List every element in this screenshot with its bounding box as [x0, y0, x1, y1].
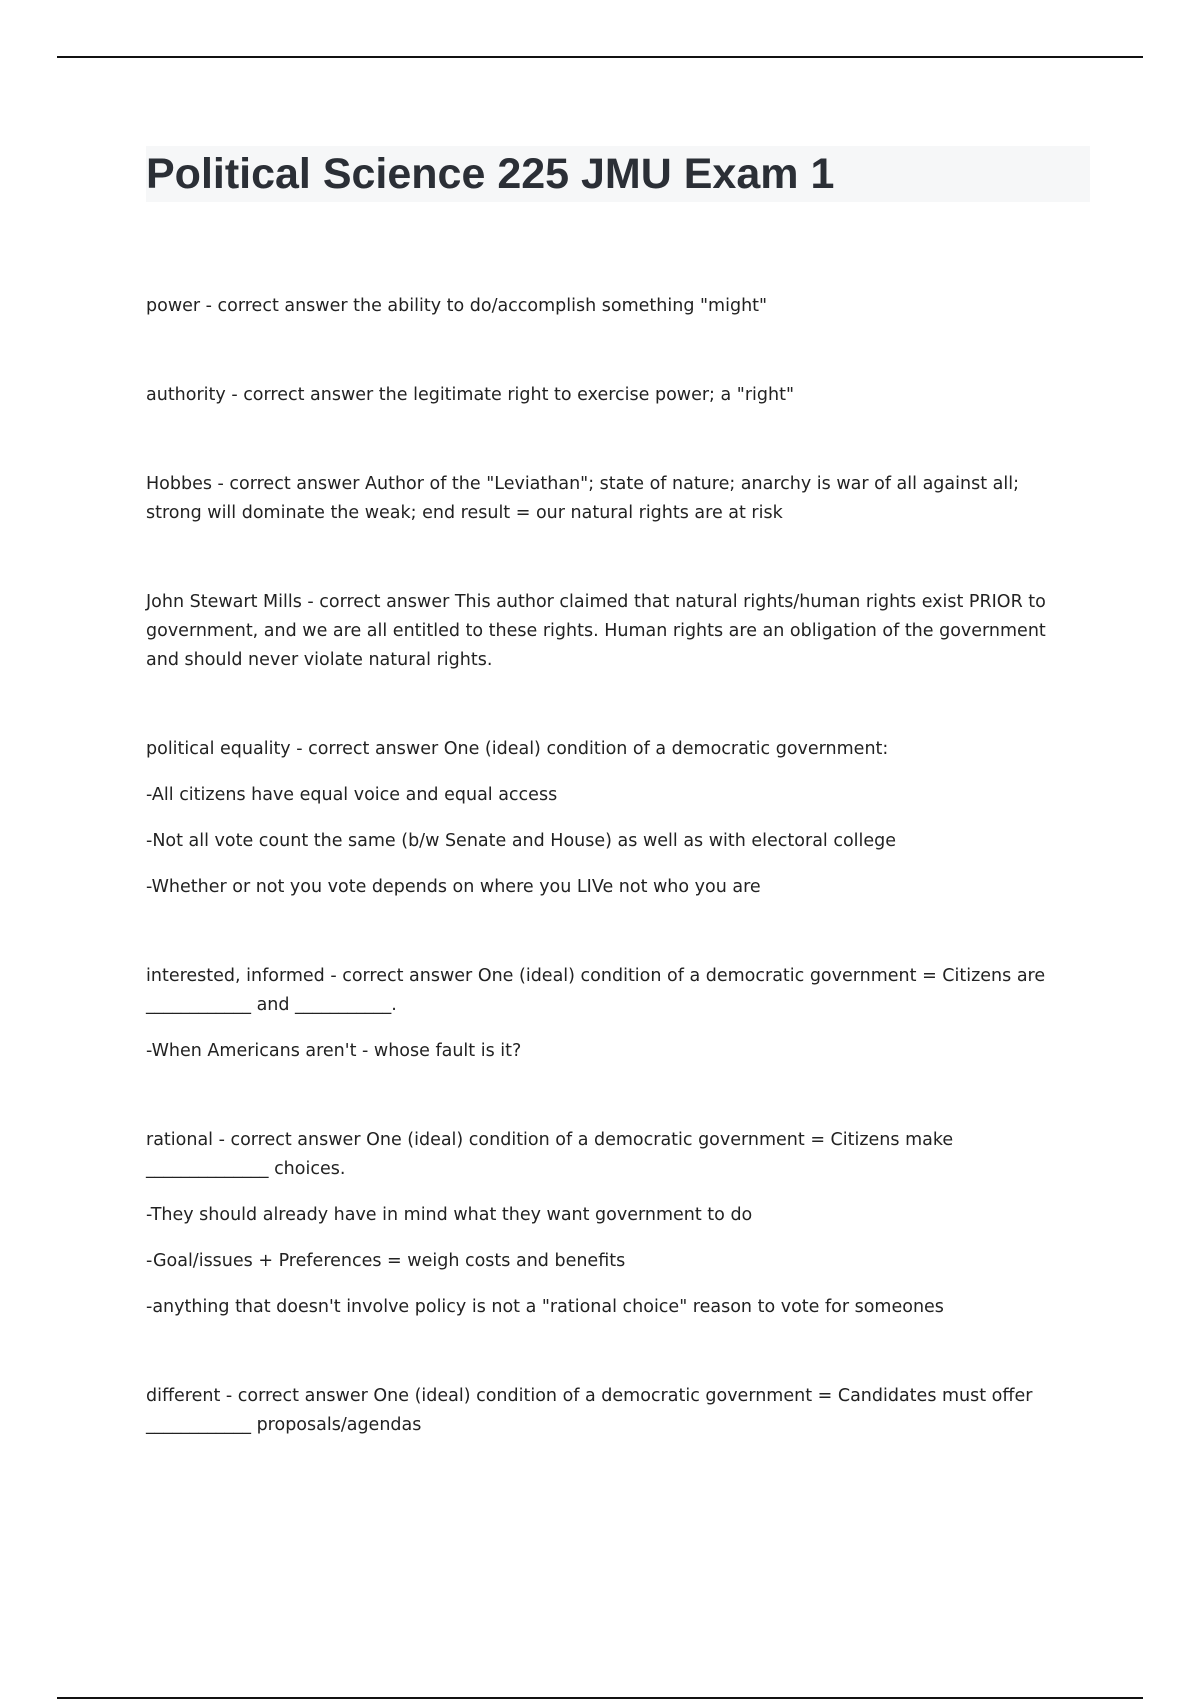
study-content [146, 292, 1076, 1500]
entry-political-equality [146, 735, 1076, 902]
entry-bullet: -Goal/issues + Preferences = weigh costs and benefits [146, 1251, 626, 1271]
entry-text: rational - correct answer One (ideal) condition of a democratic government = Citizens make ______________ choices. [146, 1130, 954, 1179]
entry-john-stewart-mills [146, 588, 1076, 675]
entry-bullet: -Not all vote count the same (b/w Senate and House) as well as with electoral college [146, 831, 897, 851]
top-rule [57, 56, 1143, 58]
entry-bullet: -They should already have in mind what they want government to do [146, 1205, 753, 1225]
entry-rational [146, 1126, 1076, 1322]
entry-text: Hobbes - correct answer Author of the "Leviathan"; state of nature; anarchy is war of all against all; strong will dominate the weak; end result = our natural rights are at risk [146, 474, 1019, 523]
entry-different [146, 1382, 1076, 1440]
entry-bullet: -When Americans aren't - whose fault is it? [146, 1041, 522, 1061]
entry-power [146, 292, 1076, 321]
bottom-rule [57, 1697, 1143, 1699]
entry-text: interested, informed - correct answer One (ideal) condition of a democratic government = Citizens are ____________ and ___________. [146, 966, 1046, 1015]
entry-text: political equality - correct answer One (ideal) condition of a democratic government: [146, 739, 889, 759]
entry-text: different - correct answer One (ideal) condition of a democratic government = Candidates must offer ____________ proposals/agendas [146, 1386, 1033, 1435]
entry-hobbes [146, 470, 1076, 528]
entry-text: John Stewart Mills - correct answer This author claimed that natural rights/human rights exist PRIOR to government, and we are all entitled to these rights. Human rights are an obligation of the government and should never violate natural rights. [146, 592, 1046, 670]
entry-text: power - correct answer the ability to do/accomplish something "might" [146, 296, 768, 316]
entry-interested-informed [146, 962, 1076, 1066]
title-block [146, 146, 1090, 202]
entry-bullet: -anything that doesn't involve policy is not a "rational choice" reason to vote for someones [146, 1297, 944, 1317]
entry-text: authority - correct answer the legitimate right to exercise power; a "right" [146, 385, 795, 405]
entry-bullet: -All citizens have equal voice and equal access [146, 785, 558, 805]
entry-authority [146, 381, 1076, 410]
page-title: Political Science 225 JMU Exam 1 [146, 150, 835, 198]
entry-bullet: -Whether or not you vote depends on where you LIVe not who you are [146, 877, 761, 897]
